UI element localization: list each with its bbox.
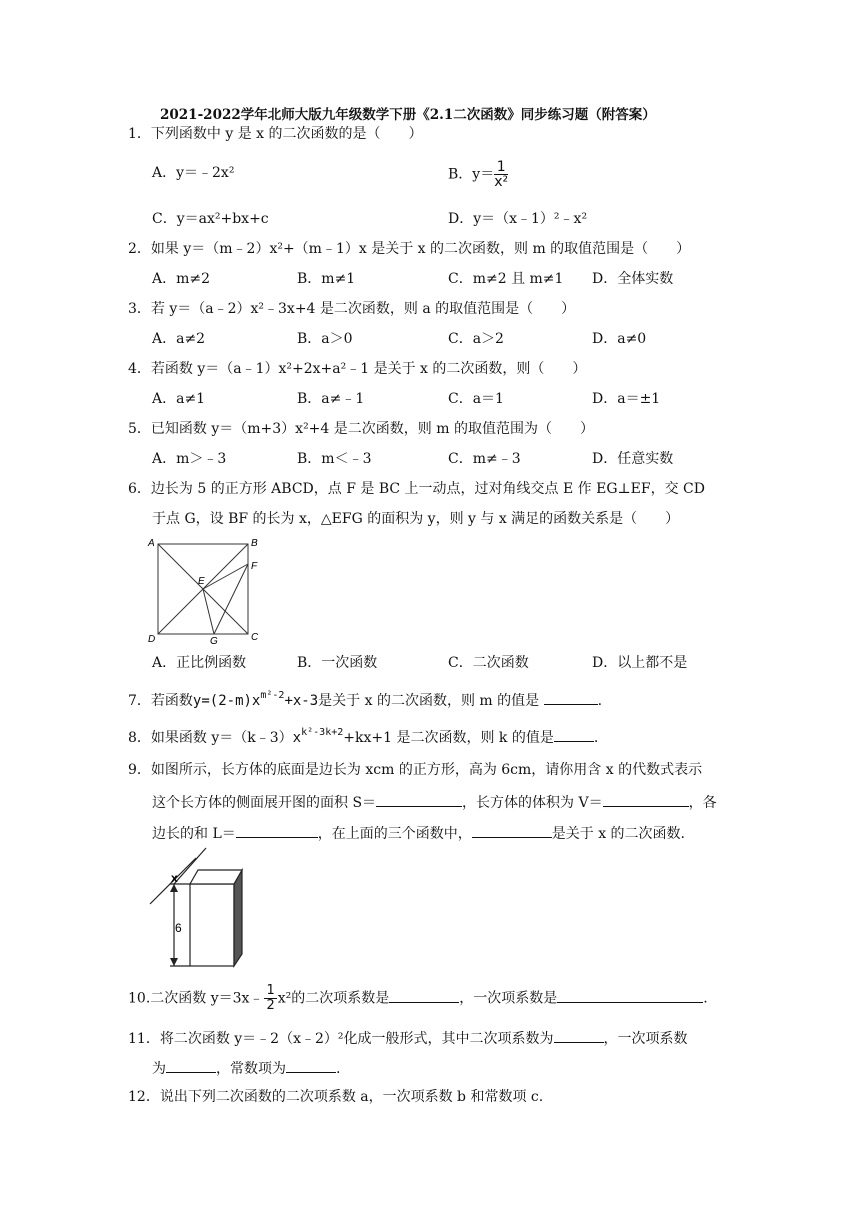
question-7-formula-tail: +x-3 bbox=[284, 693, 319, 709]
question-6-option-b: B．一次函数 bbox=[297, 655, 378, 671]
question-6-option-d: D．以上都不是 bbox=[592, 655, 688, 671]
question-2-option-a: A．m≠2 bbox=[152, 271, 211, 287]
question-10-mid: x²的二次项系数是 bbox=[277, 990, 390, 1007]
question-4-option-a: A．a≠1 bbox=[152, 391, 206, 407]
question-6-stem-line2: 于点 G，设 BF 的长为 x，△EFG 的面积为 y，则 y 与 x 满足的函数关系是（ ） bbox=[152, 511, 680, 527]
question-11-line1 bbox=[128, 1028, 688, 1048]
area-s-answer-blank[interactable] bbox=[376, 792, 462, 807]
question-9-line3-a: 边长的和 L＝ bbox=[152, 826, 236, 842]
question-9-line2-b: ，长方体的体积为 V＝ bbox=[462, 795, 603, 811]
question-11-line2-b: ，常数项为 bbox=[216, 1061, 286, 1077]
half-numerator: 1 bbox=[266, 983, 275, 998]
question-10-end: . bbox=[703, 990, 708, 1007]
question-7-formula: y=(2-m)x bbox=[192, 693, 261, 709]
vertex-label-b: B bbox=[251, 538, 258, 549]
question-7-exponent: m²-2 bbox=[260, 690, 285, 701]
question-5-option-b: B．m＜﹣3 bbox=[297, 451, 372, 467]
quadratic-function-answer-blank[interactable] bbox=[472, 823, 552, 838]
question-2-option-d: D．全体实数 bbox=[592, 271, 674, 287]
question-10-prefix: 10.二次函数 y＝3x﹣ bbox=[128, 990, 264, 1007]
question-8-prefix: 8．如果函数 y＝（k﹣3） bbox=[128, 730, 293, 746]
question-2-option-c: C．m≠2 且 m≠1 bbox=[448, 271, 564, 287]
question-11-line1-b: ，一次项系数 bbox=[603, 1031, 688, 1047]
q11-linear-coefficient-blank[interactable] bbox=[166, 1058, 216, 1073]
quadratic-coefficient-answer-blank[interactable] bbox=[389, 988, 459, 1003]
question-1-option-c: C．y＝ax²+bx+c bbox=[152, 211, 269, 227]
question-7-prefix: 7．若函数 bbox=[128, 693, 193, 709]
question-3-option-c: C．a＞2 bbox=[448, 331, 504, 347]
q11-constant-term-blank[interactable] bbox=[286, 1058, 336, 1073]
question-8-suffix: +kx+1 是二次函数，则 k 的值是 bbox=[343, 730, 554, 746]
question-3-stem: 3．若 y＝（a﹣2）x²﹣3x+4 是二次函数，则 a 的取值范围是（ ） bbox=[128, 301, 576, 317]
question-6-option-c: C．二次函数 bbox=[448, 655, 529, 671]
half-denominator: 2 bbox=[266, 998, 275, 1013]
option-b-numerator: 1 bbox=[494, 160, 508, 175]
question-9-line3-c: 是关于 x 的二次函数. bbox=[551, 826, 685, 842]
question-7 bbox=[128, 690, 602, 712]
question-11-line2 bbox=[152, 1058, 340, 1078]
question-4-stem: 4．若函数 y＝（a﹣1）x²+2x+a²﹣1 是关于 x 的二次函数，则（ ） bbox=[128, 361, 587, 377]
question-9-line3 bbox=[152, 823, 685, 843]
question-3-option-a: A．a≠2 bbox=[152, 331, 206, 347]
question-3-option-d: D．a≠0 bbox=[592, 331, 647, 347]
question-10-mid2: ，一次项系数是 bbox=[459, 990, 558, 1007]
worksheet-title: 2021-2022学年北师大版九年级数学下册《2.1二次函数》同步练习题（附答案） bbox=[160, 107, 656, 123]
question-8-exponent: k²-3k+2 bbox=[301, 727, 344, 738]
option-b-denominator: x² bbox=[494, 174, 509, 190]
question-11-line2-a: 为 bbox=[152, 1061, 166, 1077]
question-7-answer-blank[interactable] bbox=[544, 690, 598, 705]
question-10 bbox=[128, 984, 708, 1013]
question-8-answer-blank[interactable] bbox=[554, 727, 594, 742]
question-7-end: . bbox=[597, 693, 603, 709]
question-9-line2-c: ，各 bbox=[688, 795, 717, 811]
volume-v-answer-blank[interactable] bbox=[603, 792, 689, 807]
point-label-e: E bbox=[198, 576, 205, 587]
option-b-prefix: B．y＝ bbox=[448, 166, 495, 183]
question-6-option-a: A．正比例函数 bbox=[152, 655, 247, 671]
question-5-option-c: C．m≠﹣3 bbox=[448, 451, 521, 467]
vertex-label-a: A bbox=[148, 538, 155, 549]
question-8 bbox=[128, 727, 598, 749]
question-6-stem-line1: 6．边长为 5 的正方形 ABCD，点 F 是 BC 上一动点，过对角线交点 E 作 EG⊥EF，交 CD bbox=[128, 481, 705, 497]
question-9-line2 bbox=[152, 792, 717, 812]
question-3-option-b: B．a＞0 bbox=[297, 331, 353, 347]
question-5-option-a: A．m＞﹣3 bbox=[152, 451, 227, 467]
edge-sum-l-answer-blank[interactable] bbox=[236, 823, 318, 838]
question-1-option-b bbox=[448, 160, 508, 189]
question-4-option-b: B．a≠﹣1 bbox=[297, 391, 365, 407]
point-label-g: G bbox=[210, 636, 218, 646]
question-11-line2-c: . bbox=[336, 1061, 341, 1077]
linear-coefficient-answer-blank[interactable] bbox=[557, 988, 703, 1003]
question-5-option-d: D．任意实数 bbox=[592, 451, 674, 467]
question-8-end: . bbox=[593, 730, 599, 746]
prism-label-x: x bbox=[171, 871, 178, 885]
question-2-option-b: B．m≠1 bbox=[297, 271, 356, 287]
question-1-stem: 1．下列函数中 y 是 x 的二次函数的是（ ） bbox=[128, 126, 423, 142]
question-1-option-a: A．y＝﹣2x² bbox=[152, 165, 235, 181]
question-9-line2-a: 这个长方体的侧面展开图的面积 S＝ bbox=[152, 795, 377, 811]
q11-quadratic-coefficient-blank[interactable] bbox=[554, 1028, 604, 1043]
question-2-stem: 2．如果 y＝（m﹣2）x²+（m﹣1）x 是关于 x 的二次函数，则 m 的取值范围是（ ） bbox=[128, 241, 691, 257]
question-9-line3-b: ，在上面的三个函数中， bbox=[317, 826, 472, 842]
question-8-base: x bbox=[292, 730, 302, 746]
question-5-stem: 5．已知函数 y＝（m+3）x²+4 是二次函数，则 m 的取值范围为（ ） bbox=[128, 421, 594, 437]
question-11-line1-a: 11．将二次函数 y＝﹣2（x﹣2）²化成一般形式，其中二次项系数为 bbox=[128, 1031, 554, 1047]
rectangular-prism-figure bbox=[144, 842, 244, 972]
question-7-suffix: 是关于 x 的二次函数，则 m 的值是 bbox=[318, 693, 540, 709]
square-abcd-figure bbox=[146, 534, 266, 646]
question-4-option-d: D．a＝±1 bbox=[592, 391, 661, 407]
vertex-label-c: C bbox=[251, 632, 259, 643]
question-9-line1: 9．如图所示，长方体的底面是边长为 xcm 的正方形，高为 6cm，请你用含 x 的代数式表示 bbox=[128, 762, 703, 778]
prism-label-height: 6 bbox=[175, 921, 182, 935]
question-4-option-c: C．a＝1 bbox=[448, 391, 504, 407]
point-label-f: F bbox=[251, 561, 258, 572]
question-12-stem: 12．说出下列二次函数的二次项系数 a，一次项系数 b 和常数项 c. bbox=[128, 1089, 544, 1105]
vertex-label-d: D bbox=[148, 634, 156, 645]
question-1-option-d: D．y＝（x﹣1）²﹣x² bbox=[448, 211, 588, 227]
